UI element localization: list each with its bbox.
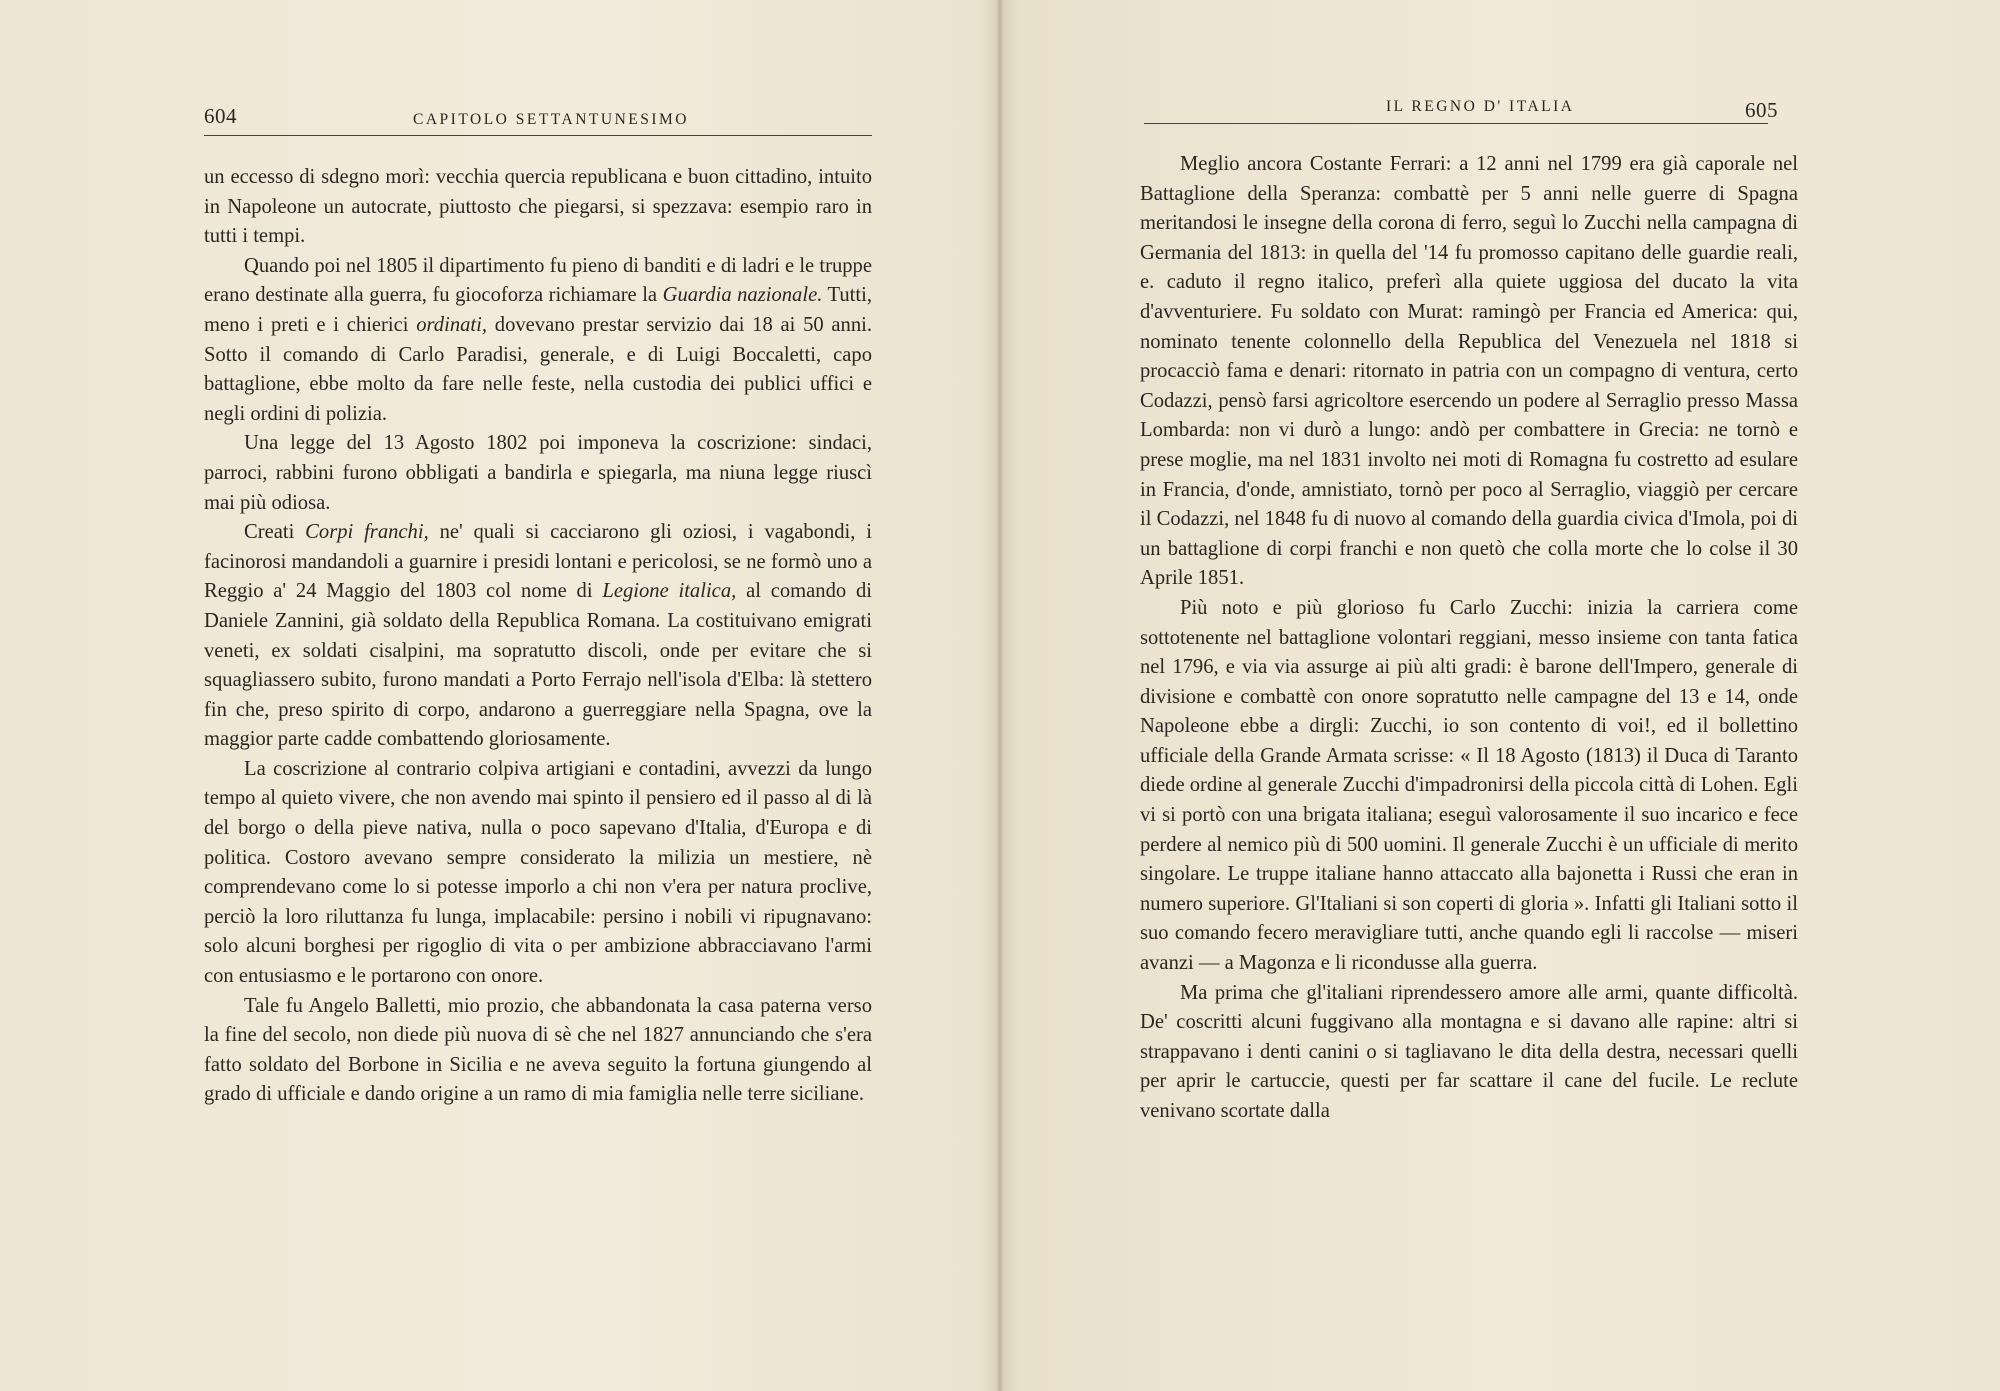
running-head: IL REGNO D' ITALIA xyxy=(1386,98,1575,115)
paragraph: Una legge del 13 Agosto 1802 poi imponeva la coscrizione: sindaci, parroci, rabbini furono obbligati a bandirla e spiegarla, ma niuna legge riuscì mai più odiosa. xyxy=(204,432,872,514)
book-gutter xyxy=(996,0,1004,1391)
paragraph: Tale fu Angelo Balletti, mio prozio, che abbandonata la casa paterna verso la fine del secolo, non diede più nuova di sè che nel 1827 annunciando che s'era fatto soldato del Borbone in Sicilia e ne aveva seguito la fortuna giungendo al grado di ufficiale e dando origine a un ramo di mia famiglia nelle terre siciliane. xyxy=(204,994,872,1106)
paragraph: Ma prima che gl'italiani riprendessero amore alle armi, quante difficoltà. De' coscritti alcuni fuggivano alla montagna e si davano alle rapine: altri si strappavano i denti canini o si tagliavano le dita della destra, necessari quelli per aprir le cartuccie, questi per far scattare il cane del fucile. Le reclute venivano scortate dalla xyxy=(1140,981,1798,1122)
page-number: 605 xyxy=(1745,98,1778,122)
paragraph: Più noto e più glorioso fu Carlo Zucchi: inizia la carriera come sottotenente nel battaglione volontari reggiani, messo insieme con tanta fatica nel 1796, e via via assurge ai più alti gradi: è barone dell'Impero, generale di divisione e combattè con onore sopratutto nelle campagne del 13 e 14, onde Napoleone ebbe a dirgli: Zucchi, io son contento di voi!, ed il bollettino ufficiale della Grande Armata scrisse: « Il 18 Agosto (1813) il Duca di Taranto diede ordine al generale Zucchi d'impadronirsi della piccola città di Lohen. Egli vi si portò con una brigata italiana; eseguì valorosamente il suo incarico e fece perdere al nemico più di 500 uomini. Il generale Zucchi è un ufficiale di merito singolare. Le truppe italiane hanno attaccato alla bajonetta i Russi che eran in numero superiore. Gl'Italiani si son coperti di gloria ». Infatti gli Italiani sotto il suo comando fecero meravigliare tutti, anche quando egli li raccolse — miseri avanzi — a Magonza e li ricondusse alla guerra. xyxy=(1140,596,1798,975)
left-page xyxy=(0,0,996,1391)
running-head: CAPITOLO SETTANTUNESIMO xyxy=(413,111,689,128)
page-number: 604 xyxy=(204,104,237,128)
paragraph: Creati Corpi franchi, ne' quali si cacciarono gli oziosi, i vagabondi, i facinorosi mandandoli a guarnire i presidi lontani e pericolosi, se ne formò uno a Reggio a' 24 Maggio del 1803 col nome di Legione italica, al comando di Daniele Zannini, già soldato della Republica Romana. La costituivano emigrati veneti, ex soldati cisalpini, ma sopratutto discoli, onde per evitare che si squagliassero subito, furono mandati a Porto Ferrajo nell'isola d'Elba: là stettero fin che, preso spirito di corpo, andarono a guerreggiare nella Spagna, ove la maggior parte cadde combattendo gloriosamente. xyxy=(204,521,873,751)
paragraph: un eccesso di sdegno morì: vecchia quercia republicana e buon cittadino, intuito in Napoleone un autocrate, piuttosto che piegarsi, si spezzava: esempio raro in tutti i tempi. xyxy=(204,166,872,248)
paragraph: Meglio ancora Costante Ferrari: a 12 anni nel 1799 era già caporale nel Battaglione della Speranza: combattè per 5 anni nelle guerre di Spagna meritandosi le insegne della corona di ferro, seguì lo Zucchi nella campagna di Germania del 1813: in quella del '14 fu promosso capitano delle guardie reali, e. caduto il regno italico, preferì alla quiete uggiosa del ducato la vita d'avventuriere. Fu soldato con Murat: ramingò per Francia ed America: qui, nominato tenente colonnello della Republica del Venezuela nel 1818 si procacciò fama e denari: ritornato in patria con un compagno di ventura, certo Codazzi, pensò farsi agricoltore esercendo un podere al Serraglio presso Massa Lombarda: non vi durò a lungo: andò per combattere in Grecia: ne tornò e prese moglie, ma nel 1831 involto nei moti di Romagna fu costretto ad esulare in Francia, d'onde, amnistiato, tornò per poco al Serraglio, viaggiò per cercare il Codazzi, nel 1848 fu di nuovo al comando della guardia civica d'Imola, poi di un battaglione di corpi franchi e non quetò che colla morte che lo colse il 30 Aprile 1851. xyxy=(1140,153,1798,590)
paragraph: La coscrizione al contrario colpiva artigiani e contadini, avvezzi da lungo tempo al quieto vivere, che non avendo mai spinto il pensiero ed il passo al di là del borgo o della pieve nativa, nulla o poco sapevano d'Italia, d'Europa e di politica. Costoro avevano sempre considerato la milizia un mestiere, nè comprendevano come lo si potesse imporlo a chi non v'era per natura proclive, perciò la loro riluttanza fu lunga, implacabile: persino i nobili vi ripugnavano: solo alcuni borghesi per rigoglio di vita o per ambizione abbracciavano l'armi con entusiasmo e le portarono con onore. xyxy=(204,757,872,988)
paragraph: Quando poi nel 1805 il dipartimento fu pieno di banditi e di ladri e le truppe erano destinate alla guerra, fu giocoforza richiamare la Guardia nazionale. Tutti, meno i preti e i chierici ordinati, dovevano prestar servizio dai 18 ai 50 anni. Sotto il comando di Carlo Paradisi, generale, e di Luigi Boccaletti, capo battaglione, ebbe molto da fare nelle feste, nella custodia dei publici uffici e negli ordini di polizia. xyxy=(204,254,873,425)
header-rule xyxy=(1144,123,1768,124)
page-body xyxy=(204,163,872,1110)
page-body xyxy=(1140,150,1798,1127)
header-rule xyxy=(204,135,872,136)
right-page xyxy=(1004,0,2000,1391)
